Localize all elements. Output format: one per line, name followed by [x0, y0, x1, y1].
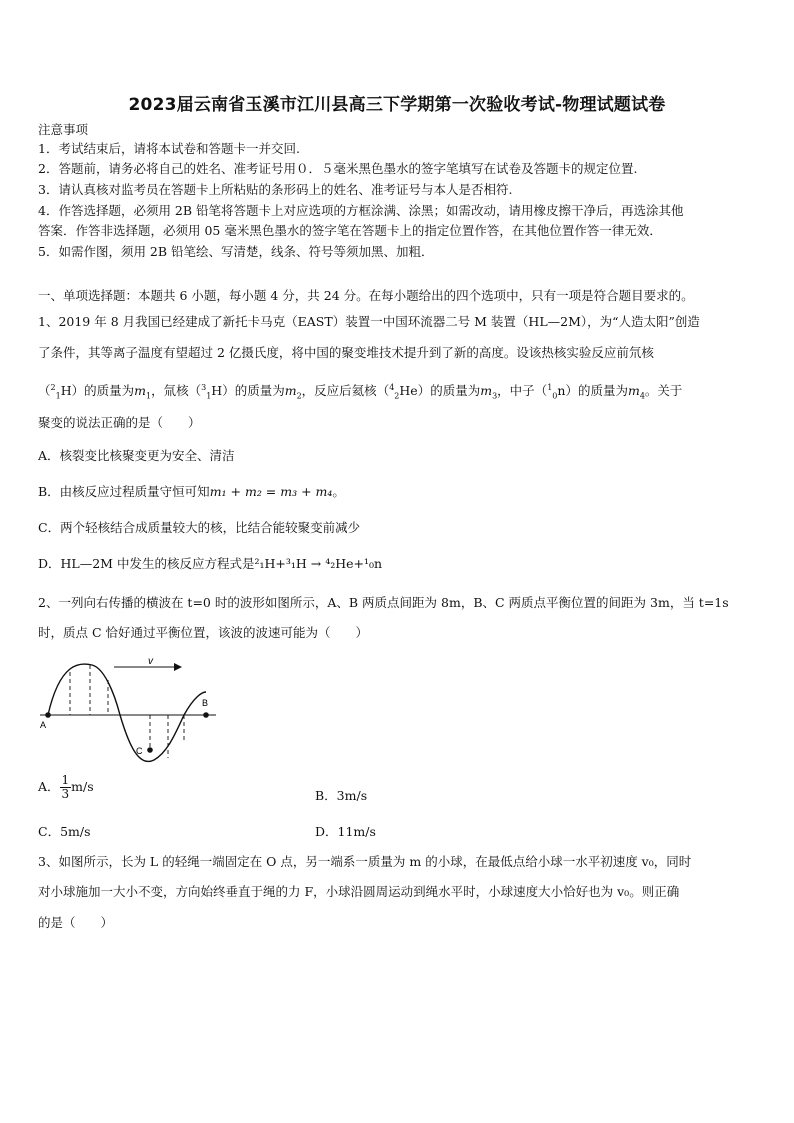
- q1-option-b: B．由核反应过程质量守恒可知m₁ + m₂ = m₃ + m₄。: [38, 484, 345, 499]
- q3-stem-line: 对小球施加一大小不变，方向始终垂直于绳的力 F，小球沿圆周运动到绳水平时，小球速度大小恰好也为 v₀。则正确: [38, 884, 680, 899]
- mass-equation: m₁ + m₂ = m₃ + m₄: [209, 484, 333, 499]
- q1-option-a: A．核裂变比核聚变更为安全、清洁: [38, 448, 235, 463]
- q1-stem-line: 1、2019 年 8 月我国已经建成了新托卡马克（EAST）装置一中国环流器二号 M 装置（HL—2M），为“人造太阳”创造: [38, 314, 700, 329]
- notice-item: 1．考试结束后，请将本试卷和答题卡一并交回.: [38, 141, 300, 156]
- q2-stem-line: 2、一列向右传播的横波在 t=0 时的波形如图所示，A、B 两质点间距为 8m，B、C 两质点平衡位置的间距为 3m，当 t=1s: [38, 595, 729, 610]
- point-a: [45, 712, 51, 718]
- q1-stem-line: 了条件，其等离子温度有望超过 2 亿摄氏度，将中国的聚变堆技术提升到了新的高度。设该热核实验反应前氘核: [38, 345, 654, 360]
- isotope-tritium: （$^3_1$H）: [188, 383, 235, 401]
- fraction: $\frac{1}{3}$: [61, 773, 70, 801]
- label-b: B: [202, 698, 209, 708]
- label-a: A: [40, 720, 47, 730]
- point-c: [147, 747, 153, 753]
- point-b: [203, 712, 209, 718]
- q1-option-c: C．两个轻核结合成质量较大的核，比结合能较聚变前减少: [38, 520, 361, 535]
- q2-stem-line: 时，质点 C 恰好通过平衡位置，该波的波速可能为（ ）: [38, 625, 369, 640]
- wave-figure: [34, 652, 234, 772]
- label-c: C: [136, 746, 143, 756]
- reaction-equation: ²₁H+³₁H → ⁴₂He+¹₀n: [254, 556, 383, 571]
- q2-option-a: A． $\frac{1}{3}$ m/s: [38, 773, 94, 801]
- q2-option-d: D．11m/s: [315, 824, 376, 839]
- section-heading: 一、单项选择题：本题共 6 小题，每小题 4 分，共 24 分。在每小题给出的四个选项中，只有一项是符合题目要求的。: [38, 288, 694, 303]
- notice-item: 答案．作答非选择题，必须用 05 毫米黑色墨水的签字笔在答题卡上的指定位置作答，在其他位置作答一律无效．: [38, 223, 662, 238]
- notice-heading: 注意事项: [38, 122, 89, 137]
- q3-stem-line: 3、如图所示，长为 L 的轻绳一端固定在 O 点，另一端系一质量为 m 的小球，在最低点给小球一水平初速度 v₀，同时: [38, 854, 692, 869]
- notice-item: 2．答题前，请务必将自己的姓名、准考证号用０．５毫米黑色墨水的签字笔填写在试卷及答题卡的规定位置.: [38, 161, 638, 176]
- page-title: 2023届云南省玉溪市江川县高三下学期第一次验收考试-物理试题试卷: [128, 95, 666, 115]
- q1-stem-line-isotopes: （$^2_1$H）的质量为$m_1$，氚核（$^3_1$H）的质量为$m_2$，反应后氦核（$^4_2$He）的质量为$m_3$，中子（$^1_0$n）的质量为$m_4$。关于: [38, 383, 683, 401]
- notice-item: 4．作答选择题，必须用 2B 铅笔将答题卡上对应选项的方框涂满、涂黑；如需改动，请用橡皮擦干净后，再选涂其他: [38, 203, 684, 218]
- q2-option-c: C．5m/s: [38, 824, 91, 839]
- q1-option-d: D．HL—2M 中发生的核反应方程式是²₁H+³₁H → ⁴₂He+¹₀n: [38, 556, 383, 571]
- notice-item: 3．请认真核对监考员在答题卡上所粘贴的条形码上的姓名、准考证号与本人是否相符.: [38, 182, 513, 197]
- q2-option-b: B．3m/s: [315, 788, 368, 803]
- notice-item: 5．如需作图，须用 2B 铅笔绘、写清楚，线条、符号等须加黑、加粗．: [38, 244, 434, 259]
- isotope-deuterium: （$^2_1$H）: [38, 383, 85, 401]
- q1-stem-line: 聚变的说法正确的是（ ）: [38, 415, 201, 430]
- velocity-arrowhead: [174, 663, 182, 671]
- isotope-neutron: （$^1_0$n）: [534, 383, 578, 401]
- velocity-label: v: [148, 656, 153, 667]
- isotope-helium: （$^4_2$He）: [376, 383, 431, 401]
- q3-stem-line: 的是（ ）: [38, 915, 114, 930]
- wave-curve: [48, 664, 209, 762]
